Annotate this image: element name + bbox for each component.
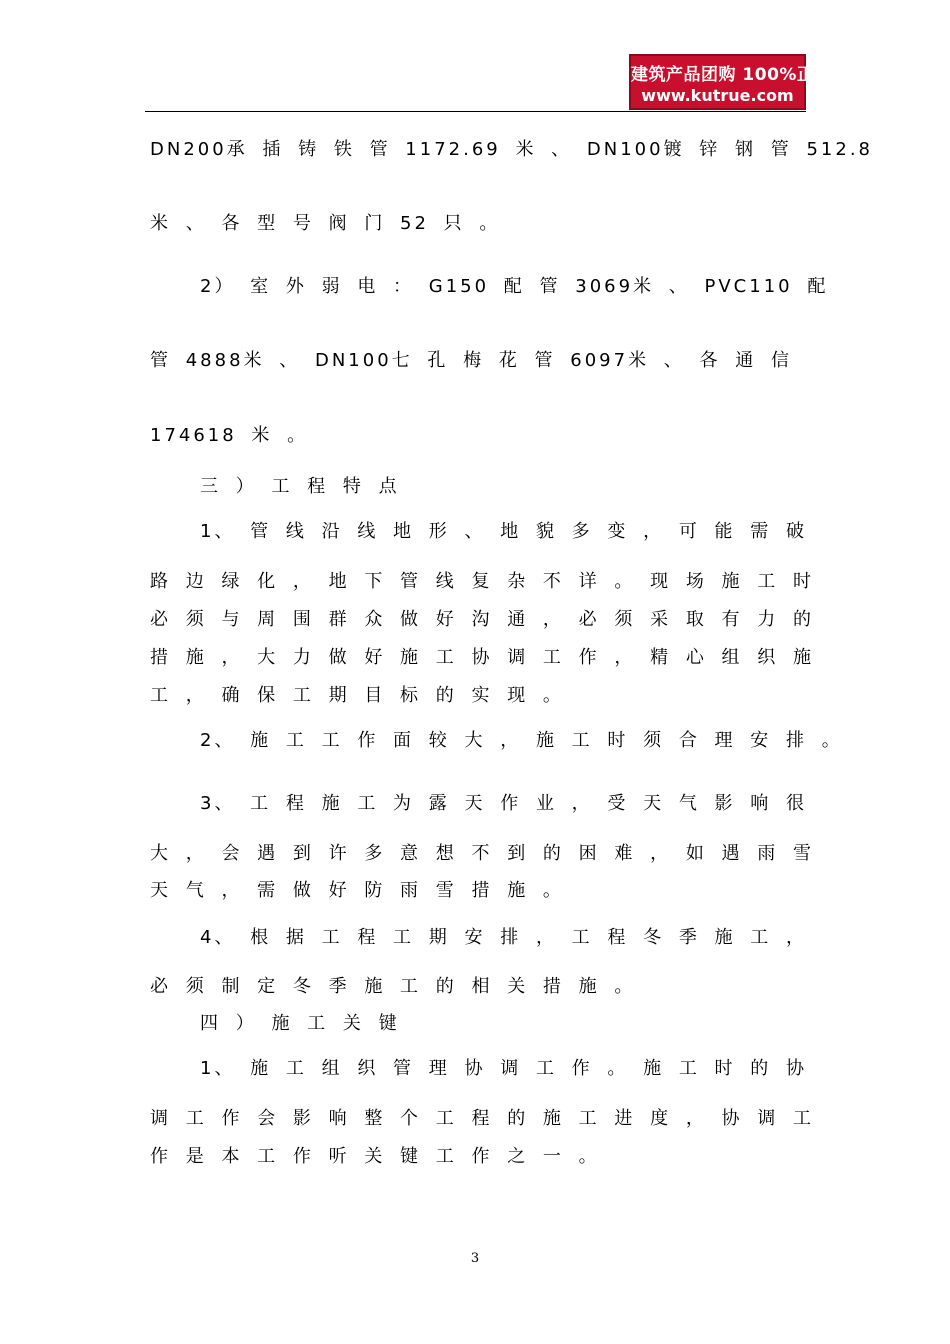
logo-banner[interactable]	[629, 54, 832, 110]
page-number: 3	[470, 1251, 480, 1266]
logo-url: www.kutrue.com	[641, 86, 794, 105]
text-line: 大 ， 会 遇 到 许 多 意 想 不 到 的 困 难 ， 如 遇 雨 雪	[150, 843, 814, 864]
text-line: 天 气 ， 需 做 好 防 雨 雪 措 施 。	[150, 880, 564, 901]
text-line: DN200承 插 铸 铁 管 1172.69 米 、 DN100镀 锌 钢 管 512.8	[150, 139, 873, 160]
text-line: 2） 室 外 弱 电 ： G150 配 管 3069米 、 PVC110 配	[200, 276, 829, 297]
text-line: 1、 管 线 沿 线 地 形 、 地 貌 多 变 ， 可 能 需 破	[200, 521, 807, 542]
section-heading: 三 ） 工 程 特 点	[200, 476, 400, 497]
section-heading: 四 ） 施 工 关 键	[200, 1013, 400, 1034]
text-line: 174618 米 。	[150, 425, 309, 446]
text-line: 3、 工 程 施 工 为 露 天 作 业 ， 受 天 气 影 响 很	[200, 793, 807, 814]
text-line: 必 须 制 定 冬 季 施 工 的 相 关 措 施 。	[150, 976, 636, 997]
text-line: 措 施 ， 大 力 做 好 施 工 协 调 工 作 ， 精 心 组 织 施	[150, 647, 814, 668]
text-line: 2、 施 工 工 作 面 较 大 ， 施 工 时 须 合 理 安 排 。	[200, 730, 843, 751]
text-line: 调 工 作 会 影 响 整 个 工 程 的 施 工 进 度 ， 协 调 工	[150, 1108, 814, 1129]
text-line: 作 是 本 工 作 听 关 键 工 作 之 一 。	[150, 1146, 600, 1167]
header-rule	[145, 111, 806, 112]
text-line: 1、 施 工 组 织 管 理 协 调 工 作 。 施 工 时 的 协	[200, 1058, 807, 1079]
text-line: 工 ， 确 保 工 期 目 标 的 实 现 。	[150, 685, 564, 706]
text-line: 米 、 各 型 号 阀 门 52 只 。	[150, 213, 501, 234]
text-line: 路 边 绿 化 ， 地 下 管 线 复 杂 不 详 。 现 场 施 工 时	[150, 571, 814, 592]
logo-title: 建筑产品团购 100%正品	[631, 65, 832, 85]
text-line: 必 须 与 周 围 群 众 做 好 沟 通 ， 必 须 采 取 有 力 的	[150, 609, 814, 630]
text-line: 管 4888米 、 DN100七 孔 梅 花 管 6097米 、 各 通 信	[150, 350, 792, 371]
text-line: 4、 根 据 工 程 工 期 安 排 ， 工 程 冬 季 施 工 ，	[200, 927, 807, 948]
